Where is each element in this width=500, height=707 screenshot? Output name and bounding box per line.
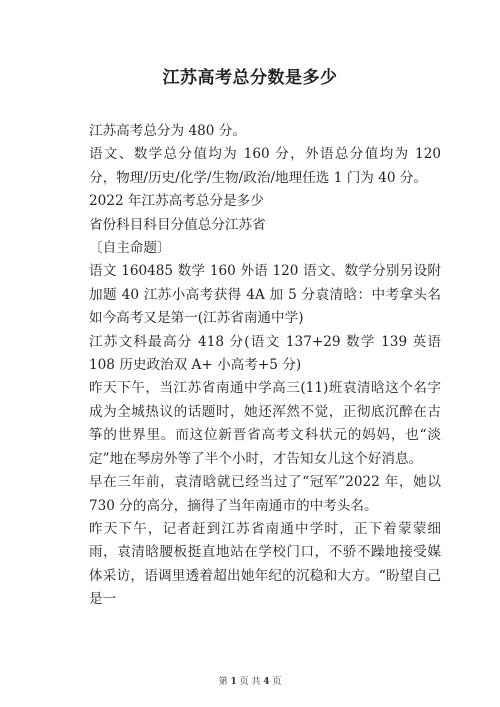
document-title: 江苏高考总分数是多少 bbox=[162, 68, 338, 88]
page-footer bbox=[0, 674, 500, 687]
footer-prefix: 第 bbox=[218, 677, 231, 687]
footer-middle: 页 共 bbox=[236, 677, 264, 687]
paragraph: 〔自主命题〕 bbox=[89, 240, 171, 257]
paragraph: 昨天下午，记者赶到江苏省南通中学时，正下着蒙蒙细雨，袁清晗腰板挺直地站在学校门口，不骄不躁地接受媒体采访，语调里透着超出她年纪的沉稳和大方。“盼望自己是一 bbox=[89, 520, 441, 608]
paragraph: 2022 年江苏高考总分是多少 bbox=[89, 193, 264, 210]
paragraph: 昨天下午，当江苏省南通中学高三(11)班袁清晗这个名字成为全城热议的话题时，她还浑然不觉，正彻底沉醉在古筝的世界里。而这位新晋省高考文科状元的妈妈，也“淡定”地在琴房外等了半个小时，才告知女儿这个好消息。 bbox=[89, 380, 441, 467]
current-page-number: 1 bbox=[230, 677, 237, 687]
paragraph: 省份科目科目分值总分江苏省 bbox=[89, 216, 266, 233]
paragraph: 语文、数学总分值均为 160 分，外语总分值均为 120 分，物理/历史/化学/生物/政治/地理任选 1 门为 40 分。 bbox=[89, 146, 441, 186]
paragraph: 早在三年前，袁清晗就已经当过了“冠军”2022 年，她以 730 分的高分，摘得了当年南通市的中考头名。 bbox=[89, 474, 441, 514]
total-page-count: 4 bbox=[263, 677, 270, 687]
document-body bbox=[89, 120, 441, 612]
paragraph: 江苏高考总分为 480 分。 bbox=[89, 123, 246, 139]
paragraph: 语文 160485 数学 160 外语 120 语文、数学分别另设附加题 40 江苏小高考获得 4A 加 5 分袁清晗：中考拿头名 如今高考又是第一(江苏省南通中学) bbox=[89, 263, 441, 327]
paragraph: 江苏文科最高分 418 分(语文 137+29 数学 139 英语 108 历史政治双 A+ 小高考+5 分) bbox=[89, 333, 441, 374]
footer-suffix: 页 bbox=[269, 677, 282, 687]
